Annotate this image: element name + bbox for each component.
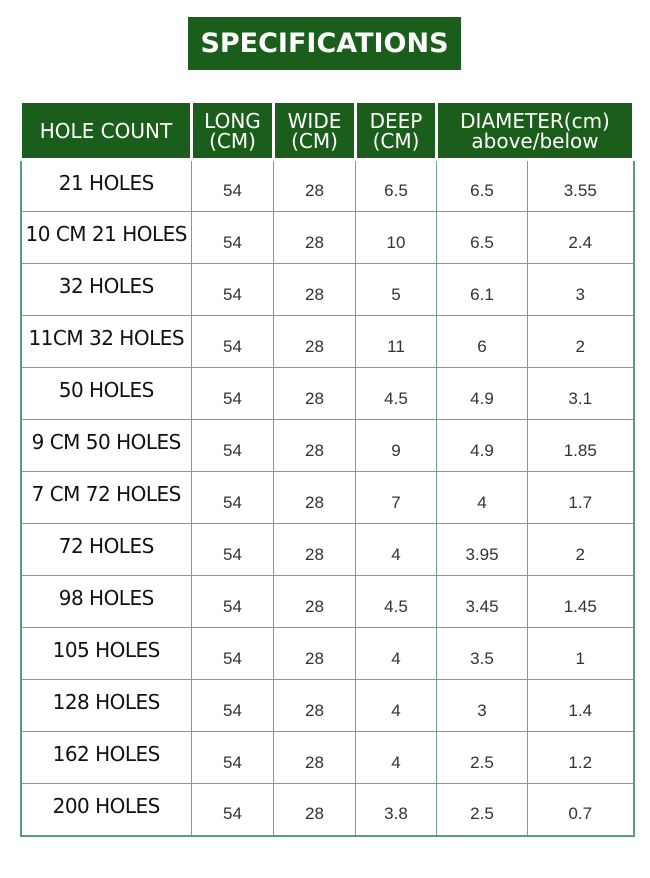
row-hole-count: 10 CM 21 HOLES (21, 212, 192, 264)
cell-above: 4 (437, 472, 528, 524)
cell-wide: 28 (274, 576, 356, 628)
cell-wide: 28 (274, 524, 356, 576)
cell-above: 4.9 (437, 368, 528, 420)
header-diameter-sub: above/below (471, 128, 599, 153)
cell-below: 0.7 (528, 784, 634, 836)
row-hole-count: 9 CM 50 HOLES (21, 420, 192, 472)
cell-above: 2.5 (437, 732, 528, 784)
cell-long: 54 (192, 420, 274, 472)
cell-deep: 10 (356, 212, 437, 264)
cell-wide: 28 (274, 784, 356, 836)
cell-deep: 4 (356, 628, 437, 680)
header-long-label: LONG (204, 108, 261, 133)
cell-below: 3.55 (528, 160, 634, 212)
cell-long: 54 (192, 316, 274, 368)
row-hole-count: 32 HOLES (21, 264, 192, 316)
header-hole-count-label: HOLE COUNT (39, 118, 173, 143)
table-row (21, 576, 634, 628)
cell-long: 54 (192, 524, 274, 576)
cell-wide: 28 (274, 316, 356, 368)
table-row (21, 160, 634, 212)
row-hole-count: 98 HOLES (21, 576, 192, 628)
table-row (21, 628, 634, 680)
cell-deep: 4.5 (356, 368, 437, 420)
table-header-row (21, 102, 634, 160)
cell-above: 3.95 (437, 524, 528, 576)
cell-deep: 9 (356, 420, 437, 472)
cell-wide: 28 (274, 472, 356, 524)
cell-wide: 28 (274, 368, 356, 420)
cell-wide: 28 (274, 680, 356, 732)
cell-above: 6.5 (437, 212, 528, 264)
cell-below: 1.45 (528, 576, 634, 628)
cell-long: 54 (192, 160, 274, 212)
cell-long: 54 (192, 264, 274, 316)
cell-below: 1.7 (528, 472, 634, 524)
table-row (21, 732, 634, 784)
cell-below: 1.4 (528, 680, 634, 732)
header-long (192, 102, 274, 160)
table-row (21, 212, 634, 264)
header-wide (274, 102, 356, 160)
cell-below: 1.2 (528, 732, 634, 784)
cell-deep: 7 (356, 472, 437, 524)
table-row (21, 472, 634, 524)
cell-deep: 3.8 (356, 784, 437, 836)
header-deep-unit: (CM) (372, 128, 420, 153)
cell-above: 4.9 (437, 420, 528, 472)
page-title: SPECIFICATIONS (188, 17, 461, 70)
header-wide-unit: (CM) (291, 128, 338, 153)
cell-below: 2 (528, 316, 634, 368)
cell-above: 3 (437, 680, 528, 732)
cell-deep: 11 (356, 316, 437, 368)
row-hole-count: 11CM 32 HOLES (21, 316, 192, 368)
cell-below: 1.85 (528, 420, 634, 472)
row-hole-count: 162 HOLES (21, 732, 192, 784)
cell-above: 6.1 (437, 264, 528, 316)
cell-below: 3.1 (528, 368, 634, 420)
cell-below: 2.4 (528, 212, 634, 264)
table-body (21, 160, 634, 836)
cell-below: 1 (528, 628, 634, 680)
cell-long: 54 (192, 576, 274, 628)
cell-wide: 28 (274, 420, 356, 472)
table-row (21, 784, 634, 836)
table-row (21, 368, 634, 420)
cell-deep: 5 (356, 264, 437, 316)
header-deep-label: DEEP (369, 108, 423, 133)
cell-long: 54 (192, 212, 274, 264)
cell-above: 3.45 (437, 576, 528, 628)
cell-long: 54 (192, 628, 274, 680)
cell-deep: 4 (356, 732, 437, 784)
header-diameter (437, 102, 634, 160)
cell-long: 54 (192, 732, 274, 784)
cell-above: 2.5 (437, 784, 528, 836)
cell-wide: 28 (274, 212, 356, 264)
row-hole-count: 105 HOLES (21, 628, 192, 680)
header-long-unit: (CM) (209, 128, 256, 153)
table-row (21, 316, 634, 368)
cell-deep: 6.5 (356, 160, 437, 212)
row-hole-count: 128 HOLES (21, 680, 192, 732)
row-hole-count: 21 HOLES (21, 160, 192, 212)
cell-wide: 28 (274, 628, 356, 680)
cell-long: 54 (192, 680, 274, 732)
cell-wide: 28 (274, 732, 356, 784)
cell-deep: 4 (356, 680, 437, 732)
header-hole-count (21, 102, 192, 160)
cell-long: 54 (192, 368, 274, 420)
header-wide-label: WIDE (287, 108, 342, 133)
row-hole-count: 200 HOLES (21, 784, 192, 836)
cell-above: 3.5 (437, 628, 528, 680)
specifications-table (19, 100, 635, 837)
header-diameter-label: DIAMETER(cm) (460, 108, 610, 133)
cell-above: 6.5 (437, 160, 528, 212)
cell-long: 54 (192, 472, 274, 524)
cell-below: 3 (528, 264, 634, 316)
table-row (21, 420, 634, 472)
cell-wide: 28 (274, 264, 356, 316)
cell-deep: 4 (356, 524, 437, 576)
table-row (21, 524, 634, 576)
cell-long: 54 (192, 784, 274, 836)
table-row (21, 680, 634, 732)
cell-deep: 4.5 (356, 576, 437, 628)
table-row (21, 264, 634, 316)
row-hole-count: 50 HOLES (21, 368, 192, 420)
cell-wide: 28 (274, 160, 356, 212)
row-hole-count: 7 CM 72 HOLES (21, 472, 192, 524)
cell-below: 2 (528, 524, 634, 576)
cell-above: 6 (437, 316, 528, 368)
header-deep (356, 102, 437, 160)
row-hole-count: 72 HOLES (21, 524, 192, 576)
